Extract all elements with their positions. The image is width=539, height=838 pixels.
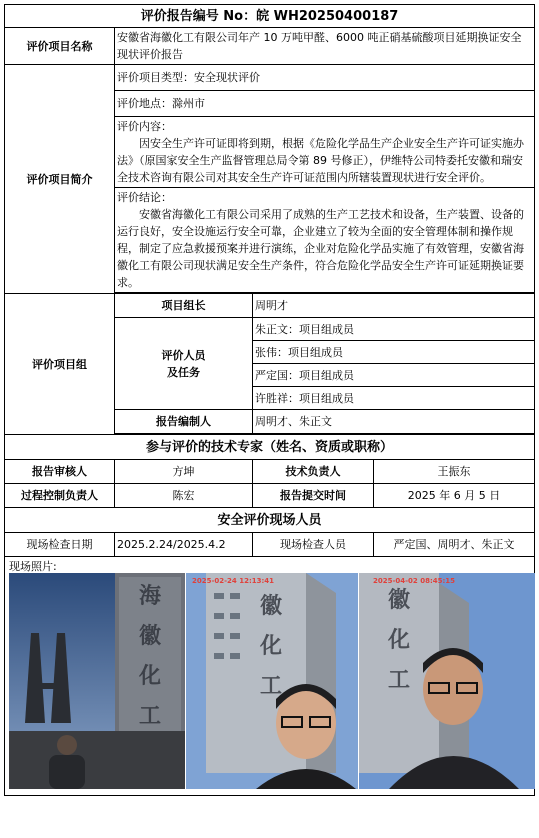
project-type: 评价项目类型：安全现状评价: [115, 65, 535, 91]
control-value: 陈宏: [115, 484, 253, 508]
member-1: 朱正文：项目组成员: [253, 318, 535, 341]
photo-3-image: [359, 573, 535, 789]
reviewer-value: 方坤: [115, 460, 253, 484]
conclusion-title: 评价结论：: [117, 191, 172, 204]
team-label: 评价项目组: [5, 294, 115, 435]
content-title: 评价内容：: [117, 120, 172, 133]
site-photo-2: [186, 573, 358, 789]
svg-text:工: 工: [138, 704, 162, 729]
submit-label: 报告提交时间: [253, 484, 374, 508]
tech-value: 王振东: [374, 460, 535, 484]
site-date-value: 2025.2.24/2025.4.2: [115, 533, 253, 557]
svg-text:徽: 徽: [387, 588, 411, 613]
site-photos-cell: [5, 557, 535, 796]
site-title: 安全评价现场人员: [5, 508, 535, 533]
experts-title: 参与评价的技术专家（姓名、资质或职称）: [5, 435, 535, 460]
compiler-value: 周明才、朱正文: [253, 410, 535, 434]
evaluation-conclusion: [115, 188, 535, 293]
leader-value: 周明才: [253, 294, 535, 318]
svg-text:化: 化: [387, 628, 411, 653]
svg-text:徽: 徽: [259, 594, 283, 619]
member-4: 许胜祥：项目组成员: [253, 387, 535, 410]
svg-text:海: 海: [138, 584, 162, 609]
content-text: 因安全生产许可证即将到期，根据《危险化学品生产企业安全生产许可证实施办法》（原国家安全生产监督管理总局令第 89 号修正），伊维特公司特委托安徽和瑞安全技术咨询有限公司对其安全生产许可证范围内所辖装置现状进行安全评价。: [117, 137, 524, 184]
reviewer-label: 报告审核人: [5, 460, 115, 484]
evaluation-content: [115, 117, 535, 188]
summary-label: 评价项目简介: [5, 65, 115, 294]
photo-2-timestamp: 2025-02-24 12:13:41: [192, 577, 275, 585]
photo-2-image: [186, 573, 358, 789]
report-number-title: 评价报告编号 No：皖 WH20250400187: [5, 5, 535, 28]
conclusion-text: 安徽省海徽化工有限公司采用了成熟的生产工艺技术和设备，生产装置、设备的运行良好，安全设施运行安全可靠，企业建立了较为全面的安全管理体制和操作规程，制定了应急救援预案并进行演练，企业对危险化学品实施了有效管理，安徽省海徽化工有限公司现状满足安全生产条件，符合危险化学品安全生产许可证延期换证要求。: [117, 208, 524, 289]
photo-1-image: [9, 573, 185, 789]
compiler-label: 报告编制人: [115, 410, 253, 434]
member-2: 张伟：项目组成员: [253, 341, 535, 364]
project-name-label: 评价项目名称: [5, 28, 115, 65]
svg-text:化: 化: [259, 634, 283, 659]
leader-label: 项目组长: [115, 294, 253, 318]
svg-text:工: 工: [387, 668, 411, 693]
site-date-label: 现场检查日期: [5, 533, 115, 557]
svg-text:工: 工: [259, 674, 283, 699]
site-people-label: 现场检查人员: [253, 533, 374, 557]
site-photo-1: [9, 573, 185, 789]
project-location: 评价地点：滁州市: [115, 91, 535, 117]
svg-text:化: 化: [138, 664, 162, 689]
photo-3-timestamp: 2025-04-02 08:45:15: [373, 577, 456, 585]
photos-label: 现场照片:: [9, 560, 57, 573]
evaluation-info-table: [4, 4, 535, 796]
svg-text:徽: 徽: [138, 624, 162, 649]
member-3: 严定国：项目组成员: [253, 364, 535, 387]
site-photo-3: [359, 573, 535, 789]
tech-label: 技术负责人: [253, 460, 374, 484]
site-people-value: 严定国、周明才、朱正文: [374, 533, 535, 557]
control-label: 过程控制负责人: [5, 484, 115, 508]
members-label: 评价人员 及任务: [115, 318, 253, 410]
project-name-value: 安徽省海徽化工有限公司年产 10 万吨甲醛、6000 吨正硝基硫酸项目延期换证安全现状评价报告: [115, 28, 535, 65]
submit-value: 2025 年 6 月 5 日: [374, 484, 535, 508]
